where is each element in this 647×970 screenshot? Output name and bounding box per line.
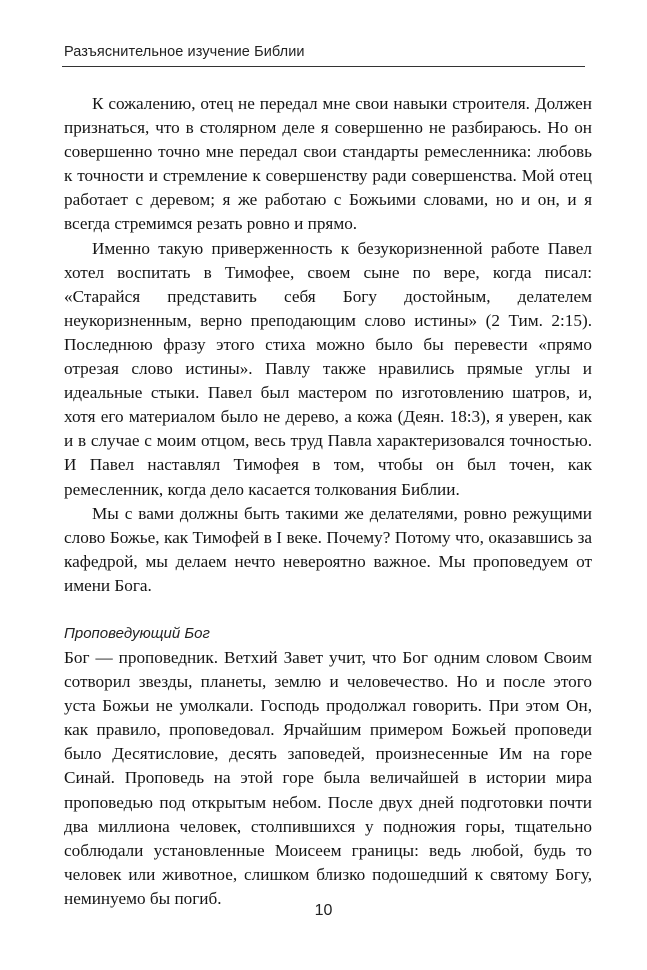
section-paragraph: Бог — проповедник. Ветхий Завет учит, что Бог одним словом Своим сотворил звезды, планеты, землю и человечество. Но и после этого уста Божьи не умолкали. Господь продолжал говорить. При этом Он, как правило, проповедовал. Ярчайшим примером Божьей проповеди было Десятисловие, десять заповедей, произнесенные Им на горе Синай. Проповедь на этой горе была величайшей в истории мира проповедью под открытым небом. После двух дней подготовки почти два миллиона человек, столпившихся у подножия горы, тщательно соблюдали установленные Моисеем границы: ведь любой, будь то человек или животное, слишком близко подошедший к святому Богу, неминуемо бы погиб. [64, 647, 592, 908]
paragraph-3: Мы с вами должны быть такими же делателями, ровно режущими слово Божье, как Тимофей в I веке. Почему? Потому что, оказавшись за кафедрой, мы делаем нечто невероятно важное. Мы проповедуем от имени Бога. [64, 503, 592, 595]
paragraph-1: К сожалению, отец не передал мне свои навыки строителя. Должен признаться, что в столярном деле я совершенно не разбираюсь. Но он совершенно точно мне передал свои стандарты ремесленника: любовь к точности и стремление к совершенству ради совершенства. Мой отец работает с деревом; я же работаю с Божьими словами, но и он, и я всегда стремимся резать ровно и прямо. [64, 94, 592, 234]
paragraph-2: Именно такую приверженность к безукоризненной работе Павел хотел воспитать в Тимофее, своем сыне по вере, когда писал: «Старайся представить себя Богу достойным, делателем неукоризненным, верно преподающим слово истины» (2 Тим. 2:15). Последнюю фразу этого стиха можно было бы перевести «прямо отрезая слово истины». Павлу также нравились прямые углы и идеальные стыки. Павел был мастером по изготовлению шатров, и, хотя его материалом было не дерево, а кожа (Деян. 18:3), я уверен, как и в случае с моим отцом, весь труд Павла характеризовался точностью. И Павел наставлял Тимофея в том, чтобы он был точен, как ремесленник, когда дело касается толкования Библии. [64, 238, 592, 499]
page-number: 10 [314, 902, 333, 919]
running-title: Разъяснительное изучение Библии [64, 44, 305, 60]
header-rule [62, 66, 585, 67]
section-heading: Проповедующий Бог [64, 624, 210, 642]
page-body [64, 92, 592, 911]
